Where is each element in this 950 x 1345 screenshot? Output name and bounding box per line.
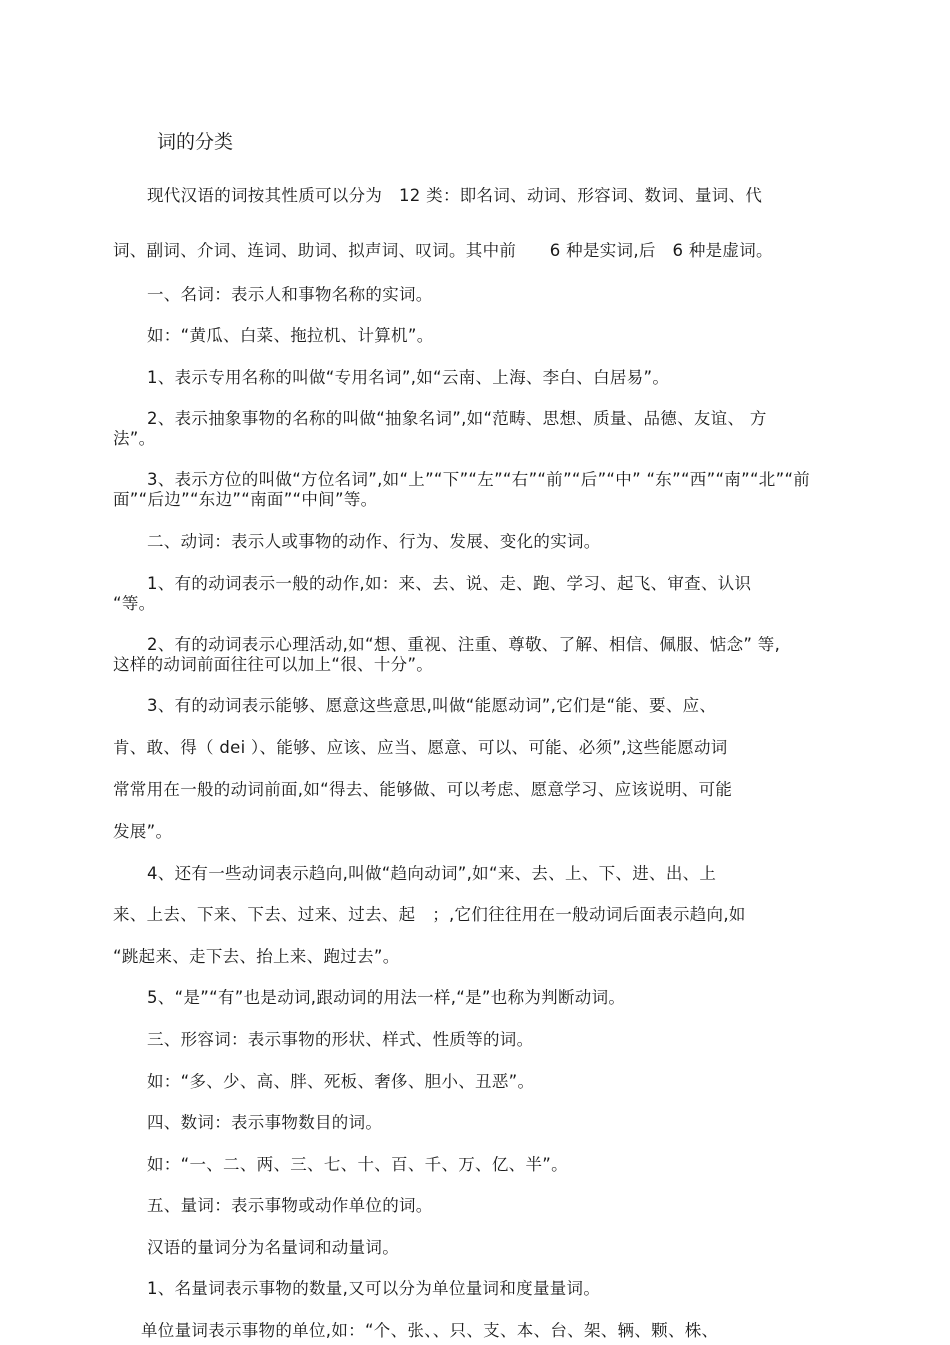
text-line: 常常用在一般的动词前面,如“得去、能够做、可以考虑、愿意学习、应该说明、可能 bbox=[113, 780, 733, 799]
text-line: 来、上去、下来、下去、过来、过去、起 ；,它们往往用在一般动词后面表示趋向,如 bbox=[113, 905, 746, 924]
section-heading: 五、量词：表示事物或动作单位的词。 bbox=[147, 1196, 433, 1215]
section-heading: 三、形容词：表示事物的形状、样式、性质等的词。 bbox=[147, 1030, 534, 1049]
text-line: 1、名量词表示事物的数量,又可以分为单位量词和度量量词。 bbox=[147, 1279, 601, 1298]
text-line: 法”。 bbox=[113, 429, 156, 448]
text-line: 发展”。 bbox=[113, 822, 173, 841]
text-line: 3、有的动词表示能够、愿意这些意思,叫做“能愿动词”,它们是“能、要、应、 bbox=[147, 696, 717, 715]
text-line: 4、还有一些动词表示趋向,叫做“趋向动词”,如“来、去、上、下、进、出、上 bbox=[147, 864, 717, 883]
text-line: 如：“多、少、高、胖、死板、奢侈、胆小、丑恶”。 bbox=[147, 1072, 535, 1091]
section-heading: 二、动词：表示人或事物的动作、行为、发展、变化的实词。 bbox=[147, 532, 601, 551]
text-line: 汉语的量词分为名量词和动量词。 bbox=[147, 1238, 399, 1257]
text-line: 面”“后边”“东边”“南面”“中间”等。 bbox=[113, 490, 378, 509]
text-line: 1、表示专用名称的叫做“专用名词”,如“云南、上海、李白、白居易”。 bbox=[147, 368, 670, 387]
page-title: 词的分类 bbox=[157, 131, 234, 153]
section-heading: 一、名词：表示人和事物名称的实词。 bbox=[147, 285, 433, 304]
text-line: 现代汉语的词按其性质可以分为 12 类：即名词、动词、形容词、数词、量词、代 bbox=[147, 186, 763, 205]
text-line: 单位量词表示事物的单位,如：“个、张、、只、支、本、台、架、辆、颗、株、 bbox=[141, 1321, 719, 1340]
text-line: 2、表示抽象事物的名称的叫做“抽象名词”,如“范畴、思想、质量、品德、友谊、 方 bbox=[147, 409, 767, 428]
text-line: 2、有的动词表示心理活动,如“想、重视、注重、尊敬、了解、相信、佩服、惦念” 等, bbox=[147, 635, 781, 654]
text-line: 5、“是”“有”也是动词,跟动词的用法一样,“是”也称为判断动词。 bbox=[147, 988, 626, 1007]
text-line: 如：“一、二、两、三、七、十、百、千、万、亿、半”。 bbox=[147, 1155, 568, 1174]
text-line: “等。 bbox=[113, 594, 156, 613]
text-line: 3、表示方位的叫做“方位名词”,如“上”“下”“左”“右”“前”“后”“中” “东”“西”“南”“北”“前 bbox=[147, 470, 811, 489]
text-line: 1、有的动词表示一般的动作,如：来、去、说、走、跑、学习、起飞、审查、认识 bbox=[147, 574, 752, 593]
text-line: 词、副词、介词、连词、助词、拟声词、叹词。其中前 6 种是实词,后 6 种是虚词。 bbox=[113, 241, 773, 260]
text-line: 这样的动词前面往往可以加上“很、十分”。 bbox=[113, 655, 434, 674]
text-line: 肯、敢、得（ dei ）、能够、应该、应当、愿意、可以、可能、必须”,这些能愿动词 bbox=[113, 738, 728, 757]
section-heading: 四、数词：表示事物数目的词。 bbox=[147, 1113, 383, 1132]
text-line: “跳起来、走下去、抬上来、跑过去”。 bbox=[113, 947, 400, 966]
text-line: 如：“黄瓜、白菜、拖拉机、计算机”。 bbox=[147, 326, 434, 345]
